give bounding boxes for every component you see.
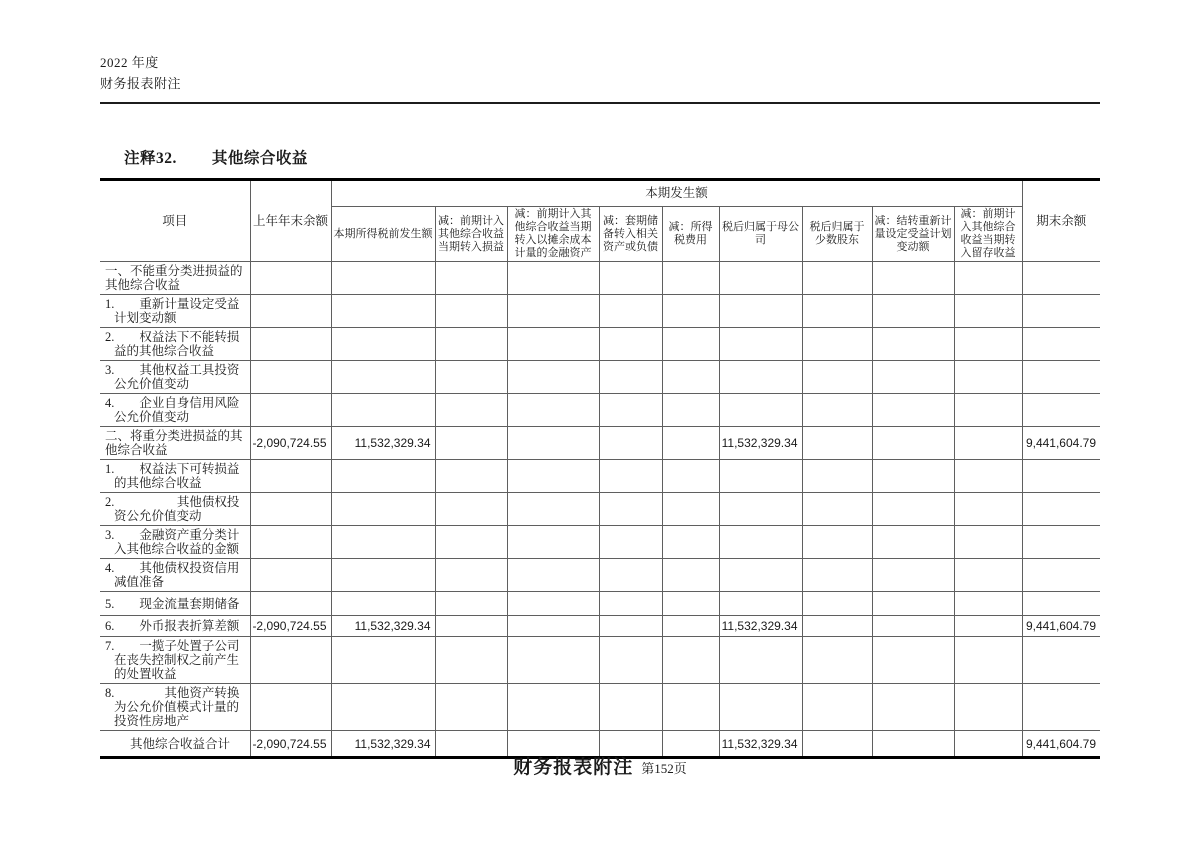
cell-value: [662, 559, 719, 592]
cell-value: [331, 361, 435, 394]
col-header-prev-year-balance: 上年年末余额: [250, 180, 331, 262]
cell-value: [802, 427, 872, 460]
cell-value: 11,532,329.34: [331, 731, 435, 758]
cell-value: [802, 361, 872, 394]
cell-value: [250, 262, 331, 295]
cell-value: [802, 559, 872, 592]
cell-value: [872, 684, 954, 731]
cell-value: [954, 394, 1022, 427]
cell-value: [507, 361, 599, 394]
footer-page-number: 第152页: [641, 761, 687, 776]
cell-value: [1022, 637, 1100, 684]
table-row: [100, 559, 1100, 592]
table-row: [100, 637, 1100, 684]
cell-value: [802, 616, 872, 637]
cell-value: [435, 295, 507, 328]
cell-value: [954, 262, 1022, 295]
table-row: [100, 493, 1100, 526]
cell-value: [435, 262, 507, 295]
row-label: 5. 现金流量套期储备: [100, 592, 250, 616]
cell-value: [435, 427, 507, 460]
cell-value: [662, 526, 719, 559]
table-row: [100, 460, 1100, 493]
cell-value: [250, 394, 331, 427]
row-label: 2. 其他债权投资公允价值变动: [100, 493, 250, 526]
cell-value: [1022, 295, 1100, 328]
row-label: 2. 权益法下不能转损益的其他综合收益: [100, 328, 250, 361]
row-label: 4. 其他债权投资信用减值准备: [100, 559, 250, 592]
cell-value: [802, 328, 872, 361]
row-label: 1. 权益法下可转损益的其他综合收益: [100, 460, 250, 493]
cell-value: [250, 592, 331, 616]
cell-value: [872, 637, 954, 684]
cell-value: [599, 592, 662, 616]
note-number: 注释32.: [124, 150, 177, 167]
table-row: [100, 684, 1100, 731]
cell-value: [954, 592, 1022, 616]
cell-value: [662, 460, 719, 493]
cell-value: [331, 262, 435, 295]
col-subheader-less-income-tax: 减：所得税费用: [662, 207, 719, 262]
cell-value: 11,532,329.34: [719, 427, 802, 460]
cell-value: [872, 295, 954, 328]
cell-value: [662, 328, 719, 361]
col-subheader-less-defined-benefit-remeasure: 减：结转重新计量设定受益计划变动额: [872, 207, 954, 262]
cell-value: 11,532,329.34: [719, 616, 802, 637]
cell-value: [435, 637, 507, 684]
cell-value: [331, 559, 435, 592]
cell-value: [662, 295, 719, 328]
cell-value: [719, 526, 802, 559]
doc-type: 财务报表附注: [100, 76, 182, 91]
cell-value: [435, 684, 507, 731]
col-subheader-after-tax-minority: 税后归属于少数股东: [802, 207, 872, 262]
cell-value: [507, 526, 599, 559]
cell-value: [331, 637, 435, 684]
footer-title: 财务报表附注: [513, 757, 634, 778]
cell-value: [872, 526, 954, 559]
cell-value: [872, 493, 954, 526]
row-label: 1. 重新计量设定受益计划变动额: [100, 295, 250, 328]
cell-value: [1022, 262, 1100, 295]
cell-value: [719, 295, 802, 328]
document-header: [100, 52, 181, 94]
cell-value: [802, 493, 872, 526]
cell-value: [954, 361, 1022, 394]
cell-value: [872, 460, 954, 493]
cell-value: [872, 262, 954, 295]
cell-value: [507, 295, 599, 328]
cell-value: [872, 616, 954, 637]
cell-value: [250, 361, 331, 394]
cell-value: [250, 637, 331, 684]
cell-value: [719, 684, 802, 731]
cell-value: [954, 684, 1022, 731]
cell-value: [802, 295, 872, 328]
cell-value: [719, 361, 802, 394]
row-label: 一、不能重分类进损益的其他综合收益: [100, 262, 250, 295]
cell-value: 11,532,329.34: [331, 616, 435, 637]
cell-value: -2,090,724.55: [250, 427, 331, 460]
cell-value: [507, 559, 599, 592]
cell-value: [662, 616, 719, 637]
cell-value: [331, 460, 435, 493]
cell-value: [599, 328, 662, 361]
cell-value: [954, 493, 1022, 526]
cell-value: [1022, 394, 1100, 427]
cell-value: 9,441,604.79: [1022, 731, 1100, 758]
cell-value: [507, 427, 599, 460]
cell-value: [719, 493, 802, 526]
cell-value: [331, 493, 435, 526]
cell-value: [435, 328, 507, 361]
cell-value: [662, 394, 719, 427]
cell-value: [435, 592, 507, 616]
cell-value: [507, 493, 599, 526]
cell-value: [954, 295, 1022, 328]
cell-value: 9,441,604.79: [1022, 427, 1100, 460]
cell-value: [250, 328, 331, 361]
cell-value: [599, 394, 662, 427]
cell-value: [872, 592, 954, 616]
cell-value: [435, 493, 507, 526]
cell-value: [802, 262, 872, 295]
table-row: [100, 361, 1100, 394]
cell-value: [802, 460, 872, 493]
table-row: [100, 328, 1100, 361]
cell-value: [872, 394, 954, 427]
cell-value: [719, 592, 802, 616]
cell-value: [802, 684, 872, 731]
col-subheader-less-transfer-to-retained-earnings: 减：前期计入其他综合收益当期转入留存收益: [954, 207, 1022, 262]
table-header-row-group: [100, 180, 1100, 207]
cell-value: [435, 526, 507, 559]
cell-value: [250, 526, 331, 559]
cell-value: [507, 262, 599, 295]
col-header-end-balance: 期末余额: [1022, 180, 1100, 262]
cell-value: [435, 361, 507, 394]
cell-value: [435, 616, 507, 637]
cell-value: [662, 361, 719, 394]
cell-value: 11,532,329.34: [331, 427, 435, 460]
cell-value: 11,532,329.34: [719, 731, 802, 758]
cell-value: [954, 559, 1022, 592]
cell-value: [435, 559, 507, 592]
row-label: 3. 其他权益工具投资公允价值变动: [100, 361, 250, 394]
cell-value: [599, 361, 662, 394]
oci-table: [100, 178, 1100, 759]
table-row: [100, 592, 1100, 616]
cell-value: [662, 262, 719, 295]
table-row: [100, 616, 1100, 637]
cell-value: [599, 460, 662, 493]
cell-value: [250, 460, 331, 493]
table-row: [100, 526, 1100, 559]
cell-value: [331, 684, 435, 731]
cell-value: [250, 684, 331, 731]
cell-value: [331, 526, 435, 559]
cell-value: [719, 394, 802, 427]
row-label: 二、将重分类进损益的其他综合收益: [100, 427, 250, 460]
cell-value: [507, 460, 599, 493]
table-row: [100, 427, 1100, 460]
cell-value: [599, 637, 662, 684]
cell-value: [954, 526, 1022, 559]
cell-value: [1022, 592, 1100, 616]
cell-value: [507, 616, 599, 637]
cell-value: [507, 328, 599, 361]
col-header-item: 项目: [100, 180, 250, 262]
row-label: 6. 外币报表折算差额: [100, 616, 250, 637]
col-subheader-pretax-amount: 本期所得税前发生额: [331, 207, 435, 262]
table-row: [100, 295, 1100, 328]
page-footer: [100, 752, 1100, 779]
cell-value: [1022, 559, 1100, 592]
cell-value: [1022, 328, 1100, 361]
cell-value: [331, 328, 435, 361]
cell-value: [1022, 361, 1100, 394]
table-body: [100, 262, 1100, 758]
cell-value: [662, 493, 719, 526]
cell-value: [719, 637, 802, 684]
cell-value: [872, 559, 954, 592]
row-label: 8. 其他资产转换为公允价值模式计量的投资性房地产: [100, 684, 250, 731]
cell-value: [250, 295, 331, 328]
cell-value: [719, 262, 802, 295]
cell-value: [954, 427, 1022, 460]
cell-value: [331, 592, 435, 616]
cell-value: [599, 559, 662, 592]
cell-value: [954, 637, 1022, 684]
cell-value: [662, 592, 719, 616]
cell-value: [599, 684, 662, 731]
cell-value: [1022, 460, 1100, 493]
cell-value: -2,090,724.55: [250, 731, 331, 758]
cell-value: [507, 684, 599, 731]
cell-value: [954, 616, 1022, 637]
cell-value: [599, 295, 662, 328]
col-subheader-less-transfer-to-amortized-cost: 减：前期计入其他综合收益当期转入以摊余成本计量的金融资产: [507, 207, 599, 262]
row-label: 3. 金融资产重分类计入其他综合收益的金额: [100, 526, 250, 559]
cell-value: [719, 460, 802, 493]
row-label: 7. 一揽子处置子公司在丧失控制权之前产生的处置收益: [100, 637, 250, 684]
cell-value: [662, 684, 719, 731]
cell-value: [331, 394, 435, 427]
note-title: 其他综合收益: [211, 150, 308, 167]
cell-value: [1022, 684, 1100, 731]
cell-value: [599, 616, 662, 637]
cell-value: [250, 559, 331, 592]
cell-value: [435, 394, 507, 427]
cell-value: [719, 559, 802, 592]
cell-value: [1022, 493, 1100, 526]
table-row: [100, 394, 1100, 427]
cell-value: [802, 394, 872, 427]
table-row: [100, 262, 1100, 295]
col-subheader-less-transfer-to-pl: 减：前期计入其他综合收益当期转入损益: [435, 207, 507, 262]
cell-value: [802, 592, 872, 616]
cell-value: [872, 361, 954, 394]
cell-value: [507, 394, 599, 427]
cell-value: [599, 493, 662, 526]
cell-value: [599, 262, 662, 295]
cell-value: [599, 427, 662, 460]
cell-value: -2,090,724.55: [250, 616, 331, 637]
cell-value: [662, 637, 719, 684]
cell-value: [507, 637, 599, 684]
cell-value: [802, 637, 872, 684]
cell-value: [1022, 526, 1100, 559]
doc-year: 2022 年度: [100, 55, 159, 70]
cell-value: [802, 526, 872, 559]
header-rule: [100, 102, 1100, 104]
cell-value: [719, 328, 802, 361]
note-heading: [124, 146, 308, 168]
cell-value: [954, 460, 1022, 493]
row-label: 4. 企业自身信用风险公允价值变动: [100, 394, 250, 427]
cell-value: [872, 427, 954, 460]
cell-value: [872, 328, 954, 361]
col-subheader-after-tax-parent: 税后归属于母公司: [719, 207, 802, 262]
cell-value: 9,441,604.79: [1022, 616, 1100, 637]
row-label: 其他综合收益合计: [100, 731, 250, 758]
cell-value: [599, 526, 662, 559]
cell-value: [954, 328, 1022, 361]
cell-value: [507, 592, 599, 616]
cell-value: [250, 493, 331, 526]
cell-value: [435, 460, 507, 493]
col-subheader-less-hedge-reserve-transfer: 减：套期储备转入相关资产或负债: [599, 207, 662, 262]
col-header-current-period-group: 本期发生额: [331, 180, 1022, 207]
cell-value: [662, 427, 719, 460]
cell-value: [331, 295, 435, 328]
